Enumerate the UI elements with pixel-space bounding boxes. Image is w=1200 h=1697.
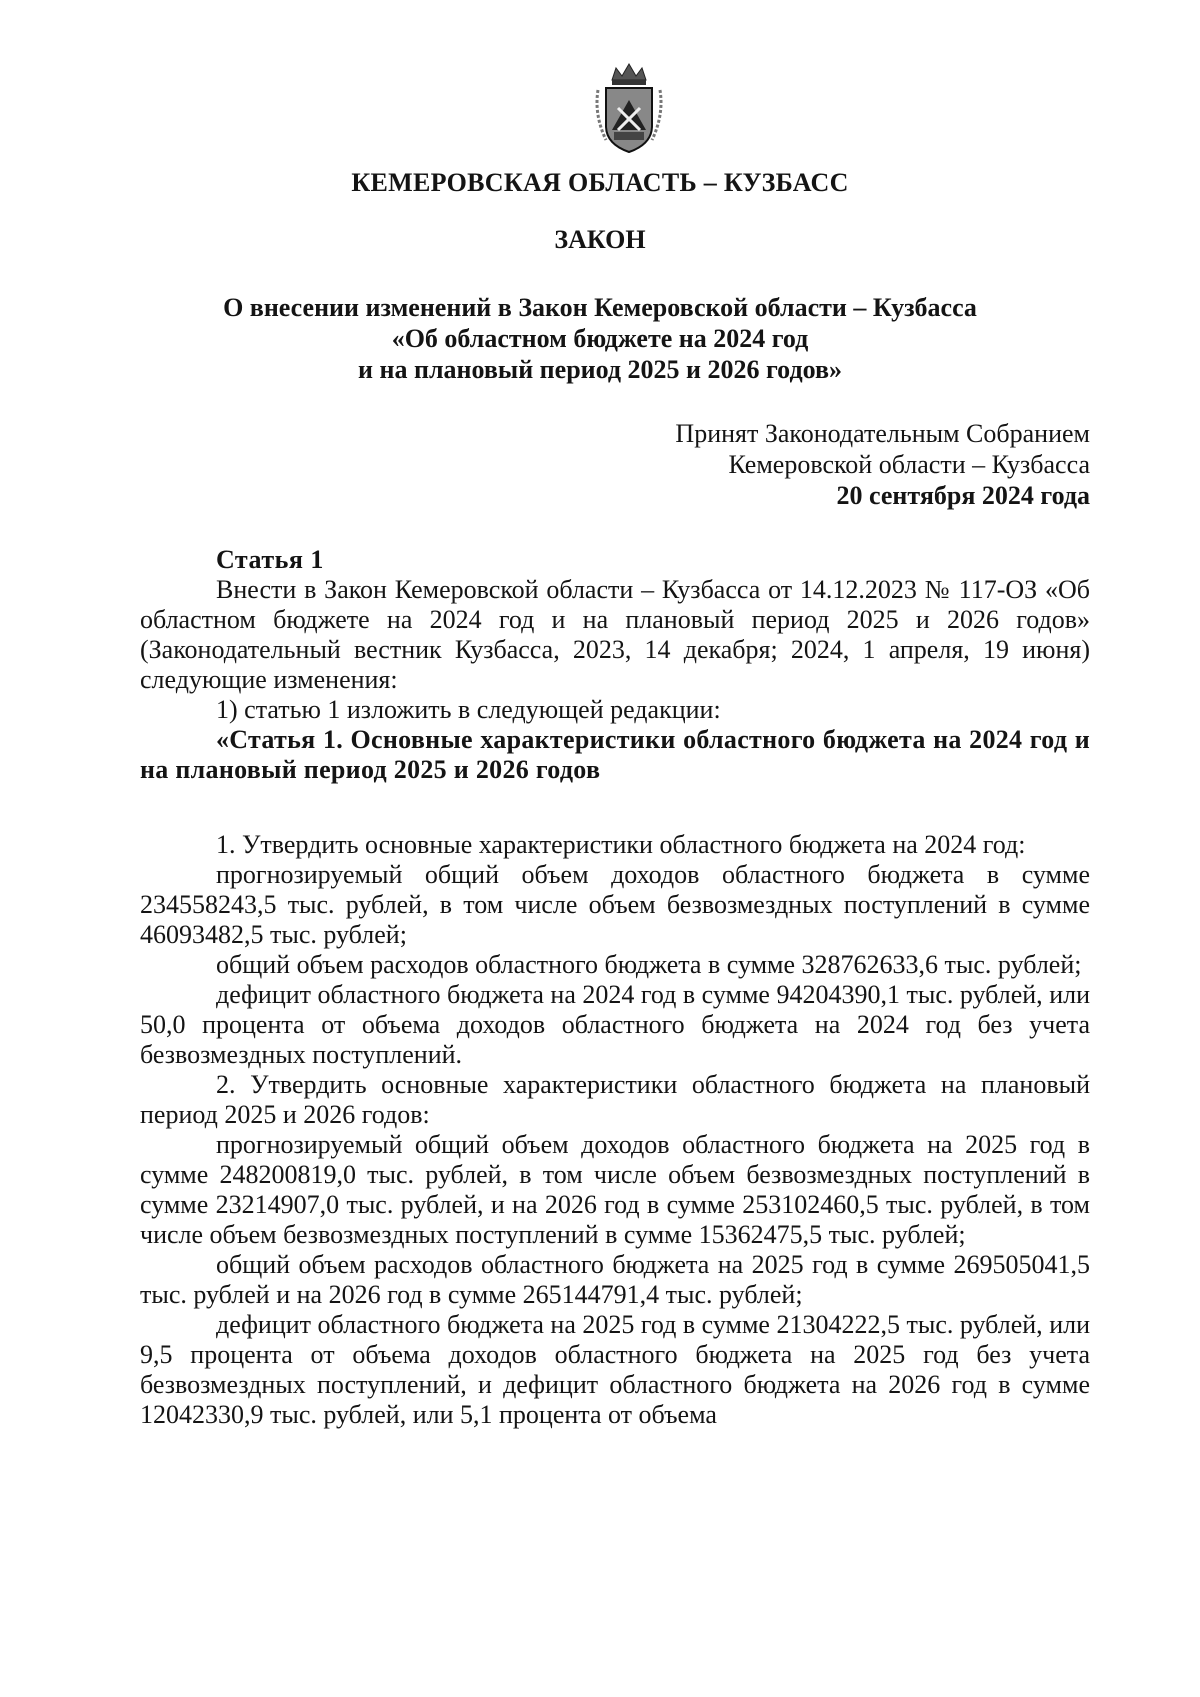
paragraph: дефицит областного бюджета на 2024 год в сумме 94204390,1 тыс. рублей, или 50,0 процента от объема доходов областного бюджета на 2024 год без учета безвозмездных поступлений.	[140, 980, 1090, 1069]
paragraph: 2. Утвердить основные характеристики областного бюджета на плановый период 2025 и 2026 годов:	[140, 1070, 1090, 1129]
kemerovo-coat-of-arms-icon	[592, 60, 666, 156]
paragraph: общий объем расходов областного бюджета на 2025 год в сумме 269505041,5 тыс. рублей и на 2026 год в сумме 265144791,4 тыс. рублей;	[140, 1250, 1090, 1309]
law-title-line: «Об областном бюджете на 2024 год	[391, 324, 809, 353]
article-label: Статья 1	[216, 545, 324, 574]
law-title-line: О внесении изменений в Закон Кемеровской области – Кузбасса	[223, 293, 977, 322]
paragraph: прогнозируемый общий объем доходов областного бюджета на 2025 год в сумме 248200819,0 тыс. рублей, в том числе объем безвозмездных поступлений в сумме 23214907,0 тыс. рублей, и на 2026 год в сумме 253102460,5 тыс. рублей, в том числе объем безвозмездных поступлений в сумме 15362475,5 тыс. рублей;	[140, 1130, 1090, 1249]
law-title	[0, 292, 1200, 385]
article-intro: Внести в Закон Кемеровской области – Кузбасса от 14.12.2023 № 117-ОЗ «Об областном бюджете на 2024 год и на плановый период 2025 и 2026 годов» (Законодательный вестник Кузбасса, 2023, 14 декабря; 2024, 1 апреля, 19 июня) следующие изменения:	[140, 575, 1090, 694]
region-header: КЕМЕРОВСКАЯ ОБЛАСТЬ – КУЗБАСС	[351, 168, 849, 197]
new-article-heading-text: «Статья 1. Основные характеристики областного бюджета на 2024 год и на плановый период 2025 и 2026 годов	[140, 725, 1090, 784]
article-body	[140, 575, 1090, 725]
document-type: ЗАКОН	[554, 225, 646, 254]
adoption-date: 20 сентября 2024 года	[836, 481, 1090, 510]
law-title-line: и на плановый период 2025 и 2026 годов»	[358, 355, 842, 384]
adoption-block	[675, 418, 1090, 511]
paragraph: общий объем расходов областного бюджета в сумме 328762633,6 тыс. рублей;	[216, 950, 1082, 979]
paragraph: 1. Утвердить основные характеристики областного бюджета на 2024 год:	[216, 830, 1026, 859]
amendment-item: 1) статью 1 изложить в следующей редакции:	[216, 695, 721, 724]
article-heading	[140, 545, 1090, 575]
adoption-line: Принят Законодательным Собранием	[675, 419, 1090, 448]
paragraph: прогнозируемый общий объем доходов областного бюджета в сумме 234558243,5 тыс. рублей, в том числе объем безвозмездных поступлений в сумме 46093482,5 тыс. рублей;	[140, 860, 1090, 949]
new-article-heading	[140, 725, 1090, 785]
adoption-line: Кемеровской области – Кузбасса	[728, 450, 1090, 479]
article-parts	[140, 830, 1090, 1430]
paragraph: дефицит областного бюджета на 2025 год в сумме 21304222,5 тыс. рублей, или 9,5 процента от объема доходов областного бюджета на 2025 год без учета безвозмездных поступлений, и дефицит областного бюджета на 2026 год в сумме 12042330,9 тыс. рублей, или 5,1 процента от объема	[140, 1310, 1090, 1429]
